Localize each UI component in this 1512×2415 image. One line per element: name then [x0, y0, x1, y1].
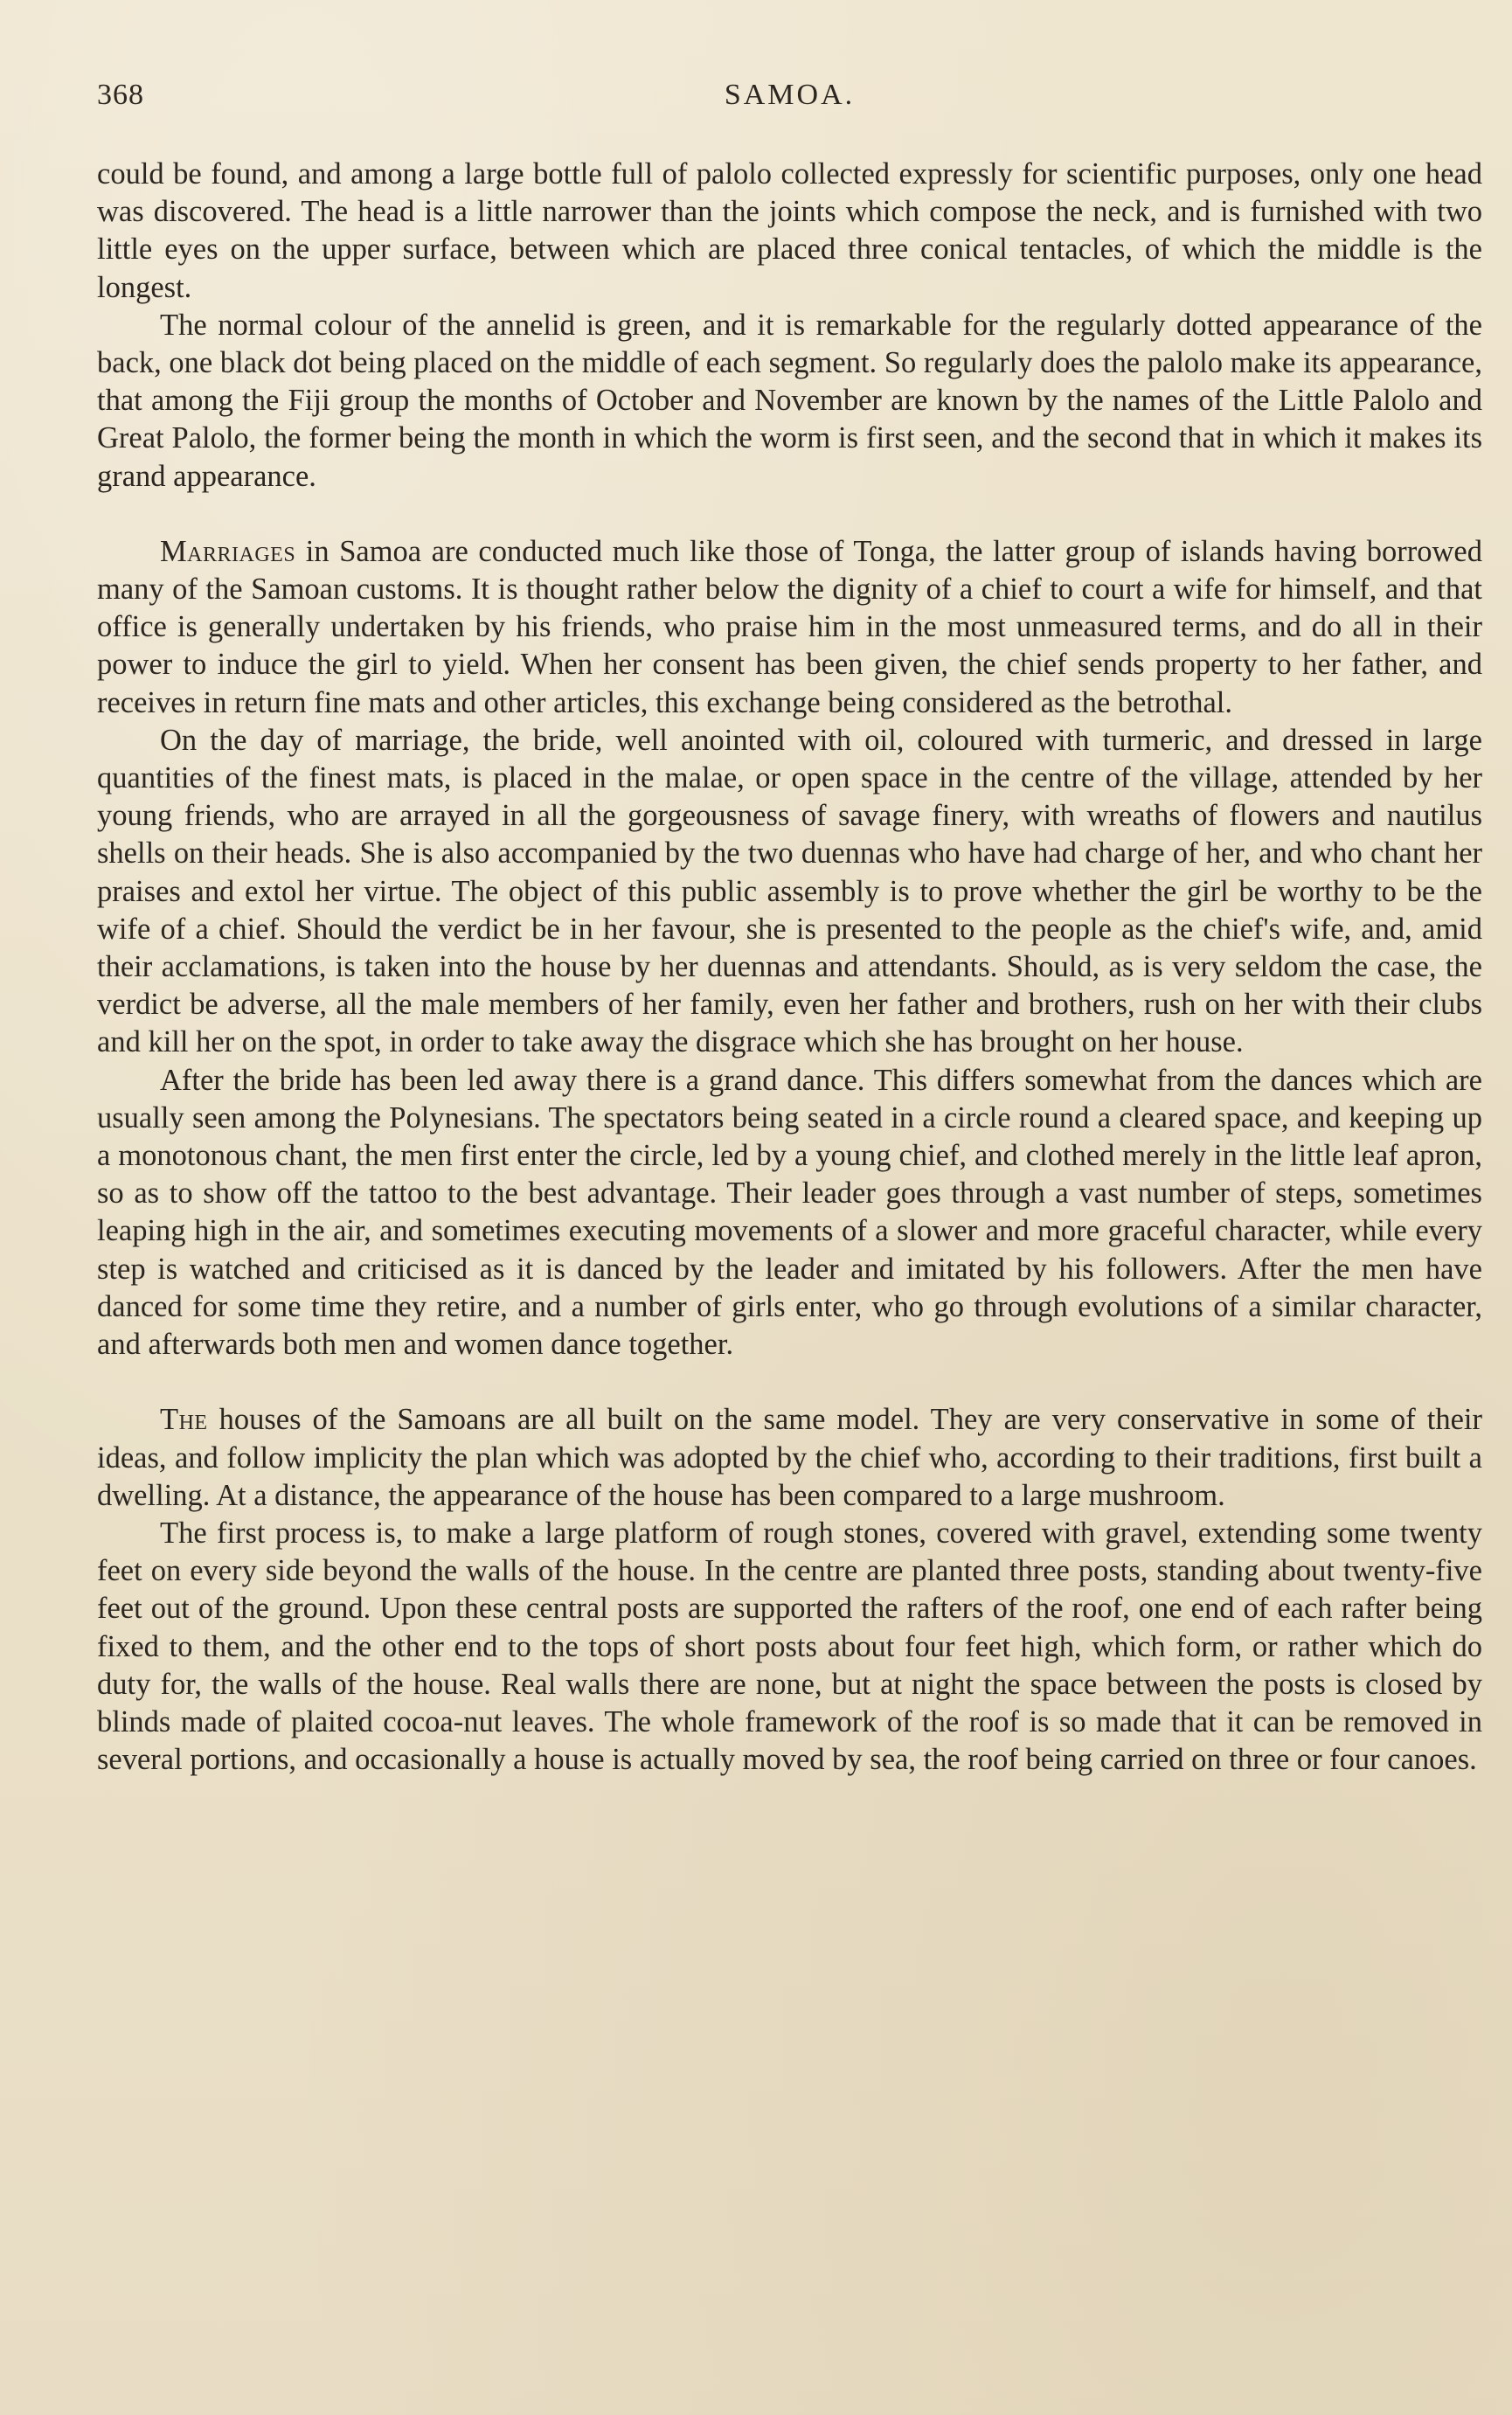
section-lead-word: Marriages — [160, 534, 296, 568]
paragraph-palolo-head — [97, 156, 1482, 307]
paragraph-text: The normal colour of the annelid is green, and it is remarkable for the regularly dotted appearance of the back, one black dot being placed on the middle of each segment. So regularly does the palolo make its appearance, that among the Fiji group the months of October and November are known by the names of the Little Palolo and Great Palolo, the former being the month in which the worm is first seen, and the second that in which it makes its grand appearance. — [97, 308, 1482, 493]
paragraph-text: On the day of marriage, the bride, well anointed with oil, coloured with turmeric, and dressed in large quantities of the finest mats, is placed in the malae, or open space in the centre of the village, attended by her young friends, who are arrayed in all the gorgeousness of savage finery, with wreaths of flowers and nautilus shells on their heads. She is also accompanied by the two duennas who have had charge of her, and who chant her praises and extol her virtue. The object of this public assembly is to prove whether the girl be worthy to be the wife of a chief. Should the verdict be in her favour, she is presented to the people as the chief's wife, and, amid their acclamations, is taken into the house by her duennas and attendants. Should, as is very seldom the case, the verdict be adverse, all the male members of her family, even her father and brothers, rush on her with their clubs and kill her on the spot, in order to take away the disgrace which she has brought on her house. — [97, 723, 1482, 1059]
paragraph-palolo-colour — [97, 307, 1482, 496]
running-title: SAMOA. — [724, 79, 856, 111]
paragraph-text: After the bride has been led away there is a grand dance. This differs somewhat from the dances which are usually seen among the Polynesians. The spectators being seated in a circle round a cleared space, and keeping up a monotonous chant, the men first enter the circle, led by a young chief, and clothed merely in the little leaf apron, so as to show off the tattoo to the best advantage. Their leader goes through a vast number of steps, sometimes leaping high in the air, and sometimes executing movements of a slower and more graceful character, while every step is watched and criticised as it is danced by the leader and imitated by his followers. After the men have danced for some time they retire, and a number of girls enter, who go through evolutions of a similar character, and afterwards both men and women dance together. — [97, 1063, 1482, 1362]
paragraph-text: in Samoa are conducted much like those of Tonga, the latter group of islands having borrowed many of the Samoan customs. It is thought rather below the dignity of a chief to court a wife for himself, and that office is generally undertaken by his friends, who praise him in the most unmeasured terms, and do all in their power to induce the girl to yield. When her consent has been given, the chief sends property to her father, and receives in return fine mats and other articles, this exchange being considered as the betrothal. — [97, 534, 1482, 719]
paragraph-text: houses of the Samoans are all built on the same model. They are very conservative in some of their ideas, and follow implicity the plan which was adopted by the chief who, according to their traditions, first built a dwelling. At a distance, the appearance of the house has been compared to a large mushroom. — [97, 1403, 1482, 1512]
paragraph-houses — [97, 1401, 1482, 1515]
paragraph-text: could be found, and among a large bottle full of palolo collected expressly for scientific purposes, only one head was discovered. The head is a little narrower than the joints which compose the neck, and is furnished with two little eyes on the upper surface, between which are placed three conical tentacles, of which the middle is the longest. — [97, 157, 1482, 304]
body-text — [97, 156, 1482, 1779]
page-number: 368 — [97, 79, 144, 111]
paragraph-text: The first process is, to make a large platform of rough stones, covered with gravel, extending some twenty feet on every side beyond the walls of the house. In the centre are planted three posts, standing about twenty-five feet out of the ground. Upon these central posts are supported the rafters of the roof, one end of each rafter being fixed to them, and the other end to the tops of short posts about four feet high, which form, or rather which do duty for, the walls of the house. Real walls there are none, but at night the space between the posts is closed by blinds made of plaited cocoa-nut leaves. The whole framework of the roof is so made that it can be removed in several portions, and occasionally a house is actually moved by sea, the roof being carried on three or four canoes. — [97, 1516, 1482, 1777]
paragraph-grand-dance — [97, 1062, 1482, 1364]
paragraph-house-construction — [97, 1515, 1482, 1779]
running-head — [97, 79, 1482, 131]
paragraph-marriages — [97, 533, 1482, 722]
section-lead-word: The — [160, 1403, 208, 1437]
paragraph-marriage-day — [97, 722, 1482, 1062]
